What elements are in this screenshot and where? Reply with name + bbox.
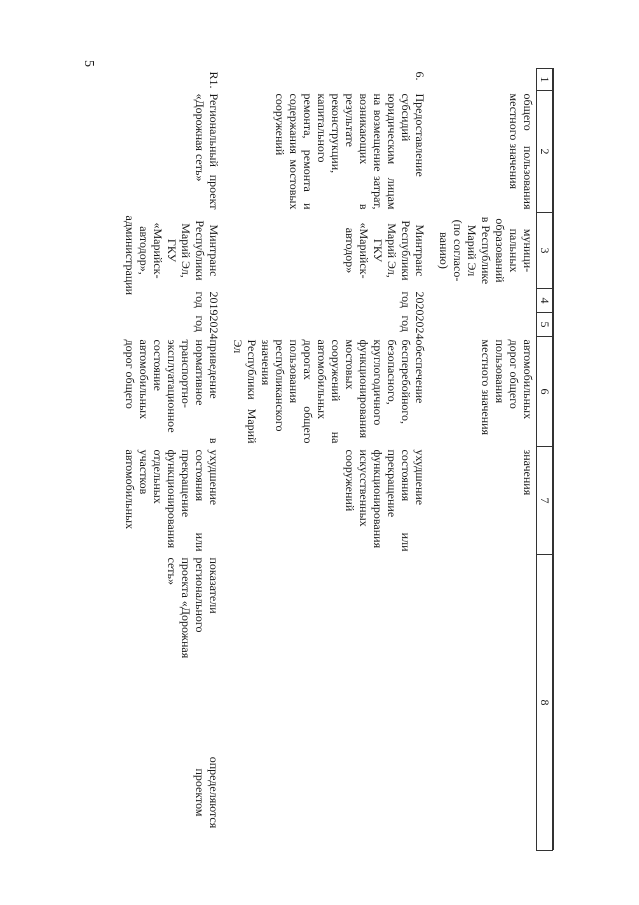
col-header-4: 4 <box>537 289 553 313</box>
cell-consequences: ухудшение состояния или прекращение функционирования искусственных сооружений <box>343 449 427 552</box>
cell-number <box>436 69 537 91</box>
indicators-note: определяются проектом <box>193 756 221 829</box>
cell-executor: муници-пальных образований в Республике Марий Эл (по согласо-ванию) <box>437 216 535 285</box>
cell-expected-result: приведение в нормативное транспортно-эксплуатационное состояние автомобильных дорог общего <box>123 339 221 444</box>
cell-start-year: 2019 год <box>193 291 221 316</box>
cell-consequences: значения <box>521 449 535 496</box>
table-top-border <box>553 68 554 850</box>
table-row <box>436 69 537 851</box>
cell-end-year <box>436 313 537 337</box>
cell-executor: Минтранс Республики Марий Эл, ГКУ «Марийск-автодор», администрации <box>123 215 221 296</box>
col-header-5: 5 <box>537 313 553 337</box>
cell-measure-name: Предоставление субсидий юридическим лицам на возмещение затрат, возникающих в результате реконструкции, капитального ремонта, ремонта и содержания мостовых сооружений <box>273 93 427 210</box>
cell-indicators <box>230 555 428 851</box>
cell-indicators <box>436 555 537 851</box>
page-number: 5 <box>81 60 96 67</box>
cell-expected-result: обеспечение бесперебойного, безопасного, круглогодичного функционирования мостовых сооружений на автомобильных дорогах общего пользования республиканского значения Республики Марий Эл <box>231 339 427 444</box>
col-header-3: 3 <box>537 213 553 289</box>
cell-end-year: 2024 год <box>399 315 427 340</box>
col-header-1: 1 <box>537 69 553 91</box>
col-header-2: 2 <box>537 91 553 213</box>
cell-expected-result: автомобильных дорог общего пользования местного значения <box>479 339 535 436</box>
table-row <box>122 69 222 851</box>
cell-consequences: ухудшение состояния или прекращение функционирования отдельных участков автомобильных <box>123 449 221 552</box>
indicators-text: показатели регионального проекта «Дорожная сеть» <box>165 557 221 659</box>
measures-table-sheet <box>108 68 553 850</box>
col-header-7: 7 <box>537 447 553 555</box>
table-row <box>230 69 428 851</box>
col-header-6: 6 <box>537 337 553 447</box>
cell-executor: Минтранс Республики Марий Эл, ГКУ «Марийск-автодор» <box>343 220 427 281</box>
cell-measure-name: общего пользования местного значения <box>507 93 535 210</box>
cell-indicators <box>122 555 222 851</box>
cell-start-year <box>436 289 537 313</box>
cell-end-year: 2024 год <box>193 315 221 340</box>
cell-start-year: 2020 год <box>399 291 427 316</box>
col-header-8: 8 <box>537 555 553 851</box>
measures-table <box>122 68 553 851</box>
column-number-row <box>537 69 553 851</box>
cell-measure-name: Региональный проект «Дорожная сеть» <box>193 93 221 210</box>
cell-number: R1. <box>207 71 221 89</box>
cell-number: 6. <box>413 71 427 81</box>
